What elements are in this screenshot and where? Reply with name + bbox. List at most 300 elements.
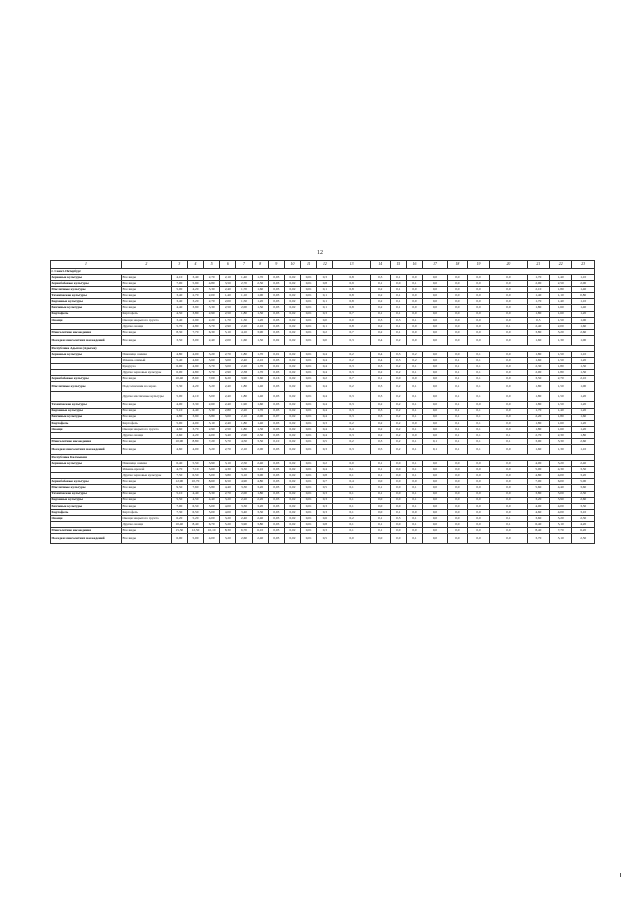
crop-cell: Бахчевые культуры: [51, 503, 122, 509]
value-cell: 5,60: [527, 485, 549, 491]
value-cell: 7,10: [187, 467, 203, 473]
type-cell: Все виды: [121, 293, 171, 299]
value-cell: 1,50: [550, 392, 572, 402]
value-cell: 4,20: [572, 522, 595, 528]
value-cell: 6,10: [252, 528, 268, 534]
value-cell: 2,60: [204, 402, 220, 408]
value-cell: 0,2: [317, 376, 333, 382]
value-cell: 2,40: [236, 515, 252, 521]
value-cell: 0,0: [490, 485, 527, 491]
value-cell: 0,0: [406, 275, 422, 281]
value-cell: 0,03: [268, 408, 284, 414]
type-cell: Все виды: [121, 491, 171, 497]
value-cell: 3,70: [204, 364, 220, 370]
value-cell: 0,1: [406, 426, 422, 432]
value-cell: 0,01: [301, 323, 317, 329]
value-cell: 1,80: [527, 351, 549, 357]
value-cell: 0,3: [370, 392, 390, 402]
value-cell: 0,03: [268, 382, 284, 392]
value-cell: 0,4: [317, 432, 333, 438]
value-cell: 0,0: [490, 299, 527, 305]
value-cell: 0,1: [467, 408, 489, 414]
value-cell: 1,10: [572, 299, 595, 305]
value-cell: 0,02: [284, 311, 300, 317]
crop-cell: Кормовые культуры: [51, 299, 122, 305]
value-cell: 1,30: [252, 426, 268, 432]
crop-cell: Картофель: [51, 420, 122, 426]
value-cell: 0,0: [390, 473, 406, 479]
value-cell: 0,03: [268, 497, 284, 503]
value-cell: 3,10: [236, 473, 252, 479]
value-cell: 8,30: [220, 528, 236, 534]
value-cell: 0,8: [317, 522, 333, 528]
value-cell: 3,50: [527, 376, 549, 382]
value-cell: 0,0: [370, 503, 390, 509]
value-cell: 0,03: [268, 281, 284, 287]
value-cell: 0,0: [490, 528, 527, 534]
value-cell: 3,10: [252, 467, 268, 473]
value-cell: 2,00: [252, 414, 268, 420]
value-cell: 0,1: [317, 287, 333, 293]
value-cell: 0,0: [406, 376, 422, 382]
value-cell: 0,3: [333, 364, 370, 370]
value-cell: 0,02: [284, 432, 300, 438]
value-cell: 0,0: [423, 323, 448, 329]
value-cell: 0,10: [268, 438, 284, 444]
region-name: г. Санкт-Петербург: [51, 269, 595, 275]
value-cell: 0,0: [406, 299, 422, 305]
value-cell: 2,00: [204, 293, 220, 299]
value-cell: 2,50: [220, 305, 236, 311]
value-cell: 0,2: [390, 414, 406, 420]
value-cell: 0,0: [406, 432, 422, 438]
value-cell: 0,80: [572, 293, 595, 299]
value-cell: 0,01: [301, 485, 317, 491]
value-cell: 3,30: [236, 467, 252, 473]
value-cell: 0,01: [301, 491, 317, 497]
value-cell: 1,20: [572, 408, 595, 414]
edge-mark: [620, 873, 621, 877]
value-cell: 0,1: [370, 473, 390, 479]
value-cell: 5,00: [171, 287, 187, 293]
value-cell: 5,60: [204, 467, 220, 473]
value-cell: 0,1: [406, 515, 422, 521]
column-number: 12: [317, 261, 333, 269]
value-cell: 0,1: [447, 392, 467, 402]
value-cell: 0,02: [284, 479, 300, 485]
value-cell: 3,10: [220, 461, 236, 467]
value-cell: 1,40: [527, 293, 549, 299]
value-cell: 2,50: [252, 432, 268, 438]
value-cell: 0,1: [390, 275, 406, 281]
value-cell: 0,2: [333, 358, 370, 364]
value-cell: 1,80: [236, 351, 252, 357]
value-cell: 0,0: [467, 305, 489, 311]
value-cell: 0,1: [447, 370, 467, 376]
value-cell: 0,1: [370, 522, 390, 528]
value-cell: 0,4: [317, 364, 333, 370]
value-cell: 0,1: [390, 287, 406, 293]
value-cell: 0,5: [317, 534, 333, 544]
value-cell: 0,02: [284, 323, 300, 329]
value-cell: 2,60: [236, 534, 252, 544]
value-cell: 0,0: [406, 335, 422, 345]
value-cell: 3,30: [204, 305, 220, 311]
value-cell: 0,1: [390, 305, 406, 311]
value-cell: 3,20: [550, 329, 572, 335]
value-cell: 4,70: [171, 467, 187, 473]
value-cell: 0,1: [447, 358, 467, 364]
value-cell: 0,0: [447, 528, 467, 534]
value-cell: 0,0: [423, 370, 448, 376]
value-cell: 0,3: [390, 515, 406, 521]
type-cell: Другие зерновые культуры: [121, 370, 171, 376]
value-cell: 0,0: [423, 287, 448, 293]
value-cell: 0,1: [317, 293, 333, 299]
value-cell: 1,50: [252, 335, 268, 345]
value-cell: 0,0: [490, 370, 527, 376]
type-cell: Другие зерновые культуры: [121, 473, 171, 479]
value-cell: 0,03: [268, 317, 284, 323]
value-cell: 0,2: [390, 426, 406, 432]
crop-cell: Зернобобовые культуры: [51, 281, 122, 287]
value-cell: 0,1: [333, 528, 370, 534]
value-cell: 3,80: [252, 522, 268, 528]
value-cell: 0,1: [467, 414, 489, 420]
value-cell: 0,1: [370, 491, 390, 497]
value-cell: 0,0: [490, 329, 527, 335]
value-cell: 1,80: [527, 382, 549, 392]
value-cell: 4,00: [550, 473, 572, 479]
value-cell: 4,30: [550, 467, 572, 473]
value-cell: 0,01: [301, 467, 317, 473]
value-cell: 0,0: [370, 479, 390, 485]
value-cell: 2,00: [572, 281, 595, 287]
value-cell: 0,2: [370, 432, 390, 438]
type-cell: Все виды: [121, 287, 171, 293]
value-cell: 2,00: [220, 299, 236, 305]
value-cell: 0,1: [317, 305, 333, 311]
value-cell: 0,02: [284, 299, 300, 305]
value-cell: 0,1: [467, 382, 489, 392]
value-cell: 4,80: [171, 351, 187, 357]
value-cell: 0,1: [406, 414, 422, 420]
value-cell: 4,00: [204, 534, 220, 544]
value-cell: 3,30: [236, 503, 252, 509]
type-cell: Ячмень озимый: [121, 358, 171, 364]
column-number: 7: [236, 261, 252, 269]
value-cell: 2,20: [236, 497, 252, 503]
value-cell: 1,70: [252, 275, 268, 281]
value-cell: 1,50: [252, 311, 268, 317]
value-cell: 0,3: [317, 275, 333, 281]
value-cell: 0,1: [406, 317, 422, 323]
value-cell: 7,30: [171, 509, 187, 515]
value-cell: 0,03: [268, 432, 284, 438]
value-cell: 5,90: [187, 281, 203, 287]
value-cell: 4,20: [187, 382, 203, 392]
value-cell: 0,1: [406, 392, 422, 402]
value-cell: 0,2: [333, 420, 370, 426]
value-cell: 3,20: [550, 461, 572, 467]
type-cell: Другие масличные культуры: [121, 392, 171, 402]
crop-cell: Зерновые культуры: [51, 461, 122, 467]
value-cell: 0,1: [467, 445, 489, 455]
value-cell: 1,40: [252, 392, 268, 402]
value-cell: 0,0: [447, 323, 467, 329]
value-cell: 0,0: [423, 534, 448, 544]
value-cell: 0,01: [301, 364, 317, 370]
value-cell: 3,30: [550, 438, 572, 444]
value-cell: 2,00: [252, 445, 268, 455]
value-cell: 0,07: [268, 414, 284, 420]
value-cell: 0,02: [284, 364, 300, 370]
value-cell: 0,1: [490, 522, 527, 528]
value-cell: 6,50: [220, 479, 236, 485]
value-cell: 4,80: [187, 370, 203, 376]
value-cell: 0,0: [490, 351, 527, 357]
value-cell: 3,40: [187, 275, 203, 281]
value-cell: 2,70: [220, 351, 236, 357]
value-cell: 0,01: [268, 351, 284, 357]
value-cell: 0,1: [406, 408, 422, 414]
value-cell: 0,1: [467, 392, 489, 402]
value-cell: 2,50: [550, 281, 572, 287]
page-number: 12: [317, 250, 323, 256]
value-cell: 2,38: [236, 370, 252, 376]
value-cell: 0,0: [490, 287, 527, 293]
type-cell: Все виды: [121, 479, 171, 485]
column-number: 11: [301, 261, 317, 269]
value-cell: 0,1: [406, 445, 422, 455]
value-cell: 0,0: [490, 281, 527, 287]
value-cell: 4,90: [187, 364, 203, 370]
value-cell: 2,40: [220, 402, 236, 408]
column-number: 20: [490, 261, 527, 269]
value-cell: 2,50: [252, 281, 268, 287]
value-cell: 0,0: [390, 376, 406, 382]
value-cell: 0,0: [490, 497, 527, 503]
value-cell: 1,40: [236, 275, 252, 281]
value-cell: 3,20: [527, 497, 549, 503]
value-cell: 10,70: [187, 479, 203, 485]
value-cell: 0,2: [390, 392, 406, 402]
value-cell: 0,0: [467, 467, 489, 473]
value-cell: 0,1: [406, 281, 422, 287]
value-cell: 0,0: [467, 275, 489, 281]
value-cell: 0,0: [490, 473, 527, 479]
value-cell: 2,30: [527, 364, 549, 370]
value-cell: 4,50: [187, 497, 203, 503]
value-cell: 0,03: [268, 305, 284, 311]
value-cell: 0,2: [317, 329, 333, 335]
value-cell: 0,4: [317, 467, 333, 473]
value-cell: 2,80: [220, 408, 236, 414]
value-cell: 0,0: [447, 351, 467, 357]
value-cell: 0,01: [301, 351, 317, 357]
value-cell: 4,60: [187, 358, 203, 364]
crop-cell: Технические культуры: [51, 402, 122, 408]
value-cell: 2,10: [527, 287, 549, 293]
value-cell: 0,0: [423, 491, 448, 497]
value-cell: 0,0: [423, 515, 448, 521]
value-cell: 1,80: [550, 370, 572, 376]
value-cell: 2,00: [550, 323, 572, 329]
value-cell: 0,03: [268, 392, 284, 402]
value-cell: 1,60: [236, 335, 252, 345]
type-cell: Пшеница озимая: [121, 461, 171, 467]
value-cell: 0,0: [370, 534, 390, 544]
crop-cell: Масличные культуры: [51, 485, 122, 491]
value-cell: 0,0: [467, 311, 489, 317]
value-cell: 2,60: [572, 438, 595, 444]
value-cell: 0,0: [333, 534, 370, 544]
value-cell: 4,00: [220, 503, 236, 509]
value-cell: 0,01: [301, 305, 317, 311]
value-cell: 0,0: [423, 376, 448, 382]
value-cell: 0,0: [406, 305, 422, 311]
value-cell: 0,0: [423, 392, 448, 402]
value-cell: 2,50: [220, 311, 236, 317]
value-cell: 0,0: [423, 479, 448, 485]
value-cell: 0,1: [333, 473, 370, 479]
value-cell: 0,03: [268, 426, 284, 432]
value-cell: 0,2: [333, 438, 370, 444]
value-cell: 0,3: [390, 358, 406, 364]
value-cell: 2,40: [220, 392, 236, 402]
value-cell: 0,0: [423, 281, 448, 287]
value-cell: 0,0: [467, 534, 489, 544]
type-cell: Все виды: [121, 329, 171, 335]
value-cell: 0,01: [301, 317, 317, 323]
value-cell: 0,01: [301, 445, 317, 455]
value-cell: 2,40: [572, 461, 595, 467]
value-cell: 0,1: [406, 491, 422, 497]
value-cell: 1,80: [236, 420, 252, 426]
value-cell: 1,60: [527, 335, 549, 345]
value-cell: 1,20: [252, 299, 268, 305]
value-cell: 0,3: [370, 382, 390, 392]
column-number: 22: [550, 261, 572, 269]
value-cell: 0,01: [301, 311, 317, 317]
value-cell: 0,03: [268, 479, 284, 485]
value-cell: 0,0: [423, 305, 448, 311]
value-cell: 0,2: [370, 426, 390, 432]
value-cell: 0,02: [284, 392, 300, 402]
value-cell: 0,2: [390, 382, 406, 392]
value-cell: 4,50: [171, 311, 187, 317]
value-cell: 0,03: [268, 467, 284, 473]
type-cell: Кукуруза: [121, 364, 171, 370]
value-cell: 0,03: [268, 503, 284, 509]
value-cell: 1,00: [572, 382, 595, 392]
value-cell: 0,3: [333, 402, 370, 408]
value-cell: 4,00: [527, 503, 549, 509]
value-cell: 0,0: [423, 293, 448, 299]
value-cell: 1,80: [252, 491, 268, 497]
value-cell: 3,20: [204, 351, 220, 357]
value-cell: 3,70: [204, 323, 220, 329]
crop-cell: [51, 392, 122, 402]
value-cell: 1,00: [252, 293, 268, 299]
value-cell: 0,0: [423, 432, 448, 438]
value-cell: 1,60: [252, 402, 268, 408]
value-cell: 0,2: [370, 287, 390, 293]
value-cell: 7,60: [187, 485, 203, 491]
value-cell: 0,1: [447, 376, 467, 382]
value-cell: 0,02: [284, 305, 300, 311]
value-cell: 0,0: [423, 485, 448, 491]
value-cell: 0,3: [333, 408, 370, 414]
value-cell: 1,10: [550, 293, 572, 299]
value-cell: 0,3: [370, 364, 390, 370]
value-cell: 0,02: [284, 491, 300, 497]
value-cell: 0,2: [390, 432, 406, 438]
value-cell: 3,30: [204, 287, 220, 293]
value-cell: 0,0: [490, 275, 527, 281]
value-cell: 3,20: [220, 515, 236, 521]
value-cell: 1,60: [252, 287, 268, 293]
value-cell: 5,00: [204, 503, 220, 509]
value-cell: 5,50: [187, 461, 203, 467]
table-row: [51, 534, 595, 544]
value-cell: 0,01: [301, 432, 317, 438]
value-cell: 2,90: [236, 432, 252, 438]
value-cell: 0,0: [423, 364, 448, 370]
value-cell: 0,1: [406, 522, 422, 528]
value-cell: 12,90: [171, 479, 187, 485]
value-cell: 3,90: [187, 305, 203, 311]
value-cell: 0,02: [284, 358, 300, 364]
value-cell: 2,40: [527, 323, 549, 329]
value-cell: 1,40: [220, 293, 236, 299]
value-cell: 0,0: [467, 293, 489, 299]
value-cell: 0,1: [467, 370, 489, 376]
value-cell: 0,0: [490, 335, 527, 345]
value-cell: 0,0: [423, 461, 448, 467]
value-cell: 0,0: [490, 305, 527, 311]
value-cell: 0,0: [467, 299, 489, 305]
value-cell: 0,16: [268, 376, 284, 382]
value-cell: 4,60: [171, 445, 187, 455]
value-cell: 6,00: [171, 370, 187, 376]
value-cell: 0,03: [268, 473, 284, 479]
type-cell: Овощи закрытого грунта: [121, 426, 171, 432]
value-cell: 2,30: [550, 432, 572, 438]
value-cell: 4,00: [527, 461, 549, 467]
value-cell: 4,10: [171, 275, 187, 281]
value-cell: 8,40: [527, 528, 549, 534]
value-cell: 0,01: [301, 522, 317, 528]
value-cell: 5,00: [572, 479, 595, 485]
value-cell: 2,70: [527, 432, 549, 438]
value-cell: 0,1: [447, 414, 467, 420]
value-cell: 0,0: [423, 522, 448, 528]
value-cell: 3,90: [527, 438, 549, 444]
value-cell: 0,1: [447, 408, 467, 414]
value-cell: 0,2: [390, 408, 406, 414]
value-cell: 5,70: [220, 438, 236, 444]
value-cell: 0,1: [406, 402, 422, 408]
value-cell: 0,02: [284, 497, 300, 503]
value-cell: 0,1: [406, 497, 422, 503]
value-cell: 1,80: [236, 426, 252, 432]
value-cell: 1,70: [527, 275, 549, 281]
value-cell: 0,1: [390, 293, 406, 299]
value-cell: 0,01: [301, 473, 317, 479]
value-cell: 6,70: [204, 522, 220, 528]
value-cell: 2,20: [527, 414, 549, 420]
